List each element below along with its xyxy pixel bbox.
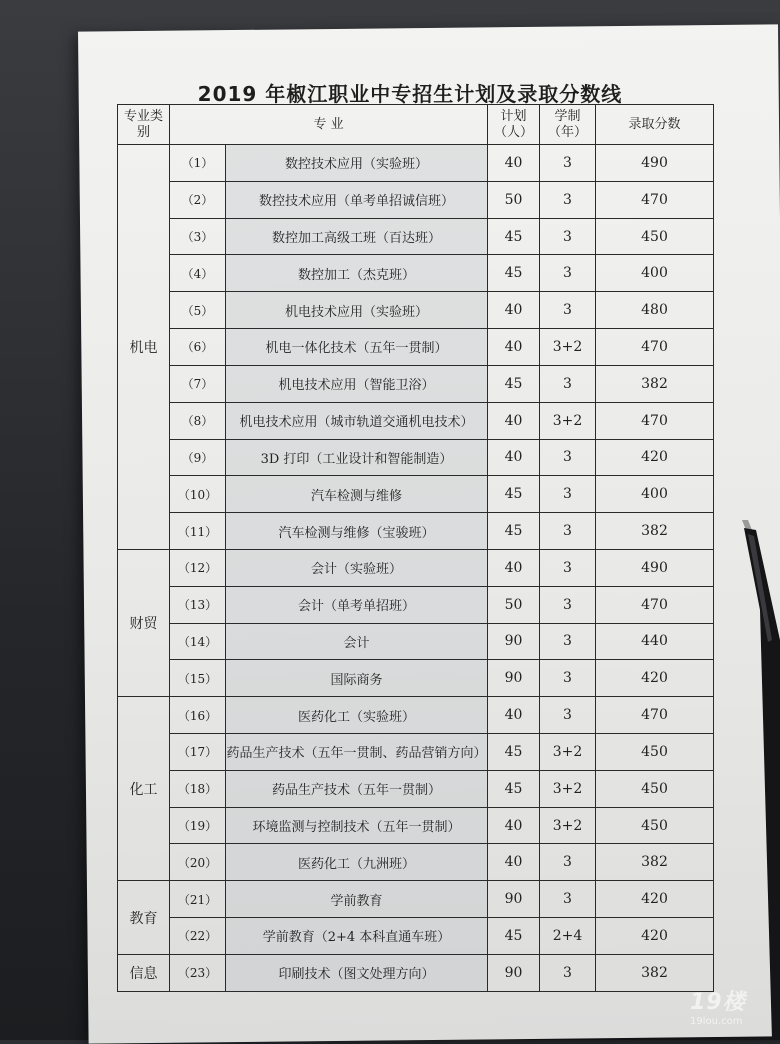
duration-cell: 3+2 <box>540 734 596 771</box>
score-cell: 420 <box>596 660 714 697</box>
table-row <box>118 255 714 292</box>
row-index-cell: （20） <box>170 844 226 881</box>
major-cell: 印刷技术（图文处理方向） <box>226 954 488 991</box>
score-cell: 450 <box>596 807 714 844</box>
duration-cell: 3 <box>540 292 596 329</box>
header-plan: 计划（人） <box>488 105 540 145</box>
row-index-cell: （7） <box>170 365 226 402</box>
duration-cell: 3 <box>540 218 596 255</box>
row-index-cell: （3） <box>170 218 226 255</box>
header-duration: 学制（年） <box>540 105 596 145</box>
major-cell: 药品生产技术（五年一贯制） <box>226 770 488 807</box>
table-row <box>118 918 714 955</box>
watermark-url: 19lou.com <box>690 1016 743 1027</box>
duration-cell: 3 <box>540 255 596 292</box>
duration-cell: 3+2 <box>540 770 596 807</box>
row-index-cell: （21） <box>170 881 226 918</box>
major-cell: 数控技术应用（单考单招诚信班） <box>226 181 488 218</box>
score-cell: 480 <box>596 292 714 329</box>
duration-cell: 3 <box>540 844 596 881</box>
table-row <box>118 292 714 329</box>
watermark-logo: 19楼 <box>690 990 746 1015</box>
row-index-cell: （11） <box>170 513 226 550</box>
major-cell: 数控技术应用（实验班） <box>226 145 488 182</box>
duration-cell: 3 <box>540 549 596 586</box>
major-cell: 机电技术应用（智能卫浴） <box>226 365 488 402</box>
duration-cell: 3 <box>540 586 596 623</box>
plan-cell: 45 <box>488 365 540 402</box>
major-cell: 机电技术应用（城市轨道交通机电技术） <box>226 402 488 439</box>
table-header-row <box>118 105 714 145</box>
major-cell: 机电一体化技术（五年一贯制） <box>226 329 488 366</box>
score-cell: 470 <box>596 697 714 734</box>
major-cell: 学前教育 <box>226 881 488 918</box>
duration-cell: 3 <box>540 660 596 697</box>
major-cell: 汽车检测与维修 <box>226 476 488 513</box>
category-cell: 财贸 <box>118 549 170 696</box>
row-index-cell: （23） <box>170 954 226 991</box>
plan-cell: 40 <box>488 697 540 734</box>
row-index-cell: （15） <box>170 660 226 697</box>
score-cell: 470 <box>596 586 714 623</box>
score-cell: 470 <box>596 181 714 218</box>
score-cell: 470 <box>596 402 714 439</box>
table-row <box>118 549 714 586</box>
row-index-cell: （5） <box>170 292 226 329</box>
duration-cell: 3 <box>540 439 596 476</box>
table-row <box>118 770 714 807</box>
table-row <box>118 513 714 550</box>
duration-cell: 3+2 <box>540 329 596 366</box>
table-row <box>118 881 714 918</box>
table-row <box>118 660 714 697</box>
table-row <box>118 954 714 991</box>
score-cell: 470 <box>596 329 714 366</box>
plan-cell: 45 <box>488 218 540 255</box>
score-cell: 450 <box>596 218 714 255</box>
plan-cell: 40 <box>488 329 540 366</box>
plan-cell: 40 <box>488 292 540 329</box>
table-row <box>118 734 714 771</box>
plan-cell: 90 <box>488 660 540 697</box>
duration-cell: 3 <box>540 881 596 918</box>
duration-cell: 3+2 <box>540 807 596 844</box>
major-cell: 会计（单考单招班） <box>226 586 488 623</box>
major-cell: 环境监测与控制技术（五年一贯制） <box>226 807 488 844</box>
category-cell: 化工 <box>118 697 170 881</box>
header-score: 录取分数 <box>596 105 714 145</box>
document-title: 2019 年椒江职业中专招生计划及录取分数线 <box>197 82 623 106</box>
plan-cell: 50 <box>488 181 540 218</box>
major-cell: 数控加工高级工班（百达班） <box>226 218 488 255</box>
score-cell: 490 <box>596 145 714 182</box>
duration-cell: 2+4 <box>540 918 596 955</box>
category-cell: 信息 <box>118 954 170 991</box>
duration-cell: 3 <box>540 181 596 218</box>
table-row <box>118 807 714 844</box>
major-cell: 3D 打印（工业设计和智能制造） <box>226 439 488 476</box>
plan-cell: 90 <box>488 954 540 991</box>
plan-cell: 45 <box>488 918 540 955</box>
row-index-cell: （16） <box>170 697 226 734</box>
row-index-cell: （13） <box>170 586 226 623</box>
score-cell: 382 <box>596 365 714 402</box>
row-index-cell: （2） <box>170 181 226 218</box>
table-row <box>118 218 714 255</box>
duration-cell: 3 <box>540 623 596 660</box>
row-index-cell: （6） <box>170 329 226 366</box>
duration-cell: 3 <box>540 954 596 991</box>
category-cell: 教育 <box>118 881 170 955</box>
category-cell: 机电 <box>118 145 170 550</box>
table-row <box>118 145 714 182</box>
site-watermark <box>690 985 770 1031</box>
plan-cell: 45 <box>488 476 540 513</box>
plan-cell: 90 <box>488 881 540 918</box>
major-cell: 医药化工（九洲班） <box>226 844 488 881</box>
table-row <box>118 365 714 402</box>
score-cell: 440 <box>596 623 714 660</box>
major-cell: 药品生产技术（五年一贯制、药品营销方向） <box>226 734 488 771</box>
row-index-cell: （12） <box>170 549 226 586</box>
plan-cell: 50 <box>488 586 540 623</box>
score-cell: 400 <box>596 255 714 292</box>
major-cell: 汽车检测与维修（宝骏班） <box>226 513 488 550</box>
header-category: 专业类别 <box>118 105 170 145</box>
plan-cell: 40 <box>488 145 540 182</box>
score-cell: 450 <box>596 734 714 771</box>
table-row <box>118 329 714 366</box>
plan-cell: 40 <box>488 549 540 586</box>
major-cell: 会计（实验班） <box>226 549 488 586</box>
duration-cell: 3 <box>540 513 596 550</box>
score-cell: 420 <box>596 881 714 918</box>
enrollment-table <box>117 104 714 992</box>
table-body <box>118 145 714 992</box>
table-row <box>118 623 714 660</box>
major-cell: 学前教育（2+4 本科直通车班） <box>226 918 488 955</box>
plan-cell: 45 <box>488 770 540 807</box>
row-index-cell: （18） <box>170 770 226 807</box>
row-index-cell: （17） <box>170 734 226 771</box>
row-index-cell: （8） <box>170 402 226 439</box>
plan-cell: 45 <box>488 255 540 292</box>
score-cell: 382 <box>596 954 714 991</box>
major-cell: 数控加工（杰克班） <box>226 255 488 292</box>
plan-cell: 45 <box>488 513 540 550</box>
header-major: 专 业 <box>170 105 488 145</box>
table-row <box>118 697 714 734</box>
table-row <box>118 844 714 881</box>
pen <box>742 520 780 1040</box>
table-row <box>118 476 714 513</box>
score-cell: 490 <box>596 549 714 586</box>
score-cell: 400 <box>596 476 714 513</box>
duration-cell: 3 <box>540 365 596 402</box>
row-index-cell: （22） <box>170 918 226 955</box>
major-cell: 国际商务 <box>226 660 488 697</box>
row-index-cell: （9） <box>170 439 226 476</box>
duration-cell: 3 <box>540 697 596 734</box>
plan-cell: 90 <box>488 623 540 660</box>
table-row <box>118 402 714 439</box>
score-cell: 420 <box>596 439 714 476</box>
plan-cell: 40 <box>488 844 540 881</box>
row-index-cell: （1） <box>170 145 226 182</box>
major-cell: 医药化工（实验班） <box>226 697 488 734</box>
table-row <box>118 439 714 476</box>
table-row <box>118 586 714 623</box>
duration-cell: 3+2 <box>540 402 596 439</box>
score-cell: 420 <box>596 918 714 955</box>
score-cell: 382 <box>596 844 714 881</box>
plan-cell: 40 <box>488 807 540 844</box>
duration-cell: 3 <box>540 476 596 513</box>
major-cell: 会计 <box>226 623 488 660</box>
plan-cell: 40 <box>488 402 540 439</box>
plan-cell: 40 <box>488 439 540 476</box>
row-index-cell: （19） <box>170 807 226 844</box>
duration-cell: 3 <box>540 145 596 182</box>
row-index-cell: （14） <box>170 623 226 660</box>
row-index-cell: （10） <box>170 476 226 513</box>
table-row <box>118 181 714 218</box>
major-cell: 机电技术应用（实验班） <box>226 292 488 329</box>
plan-cell: 45 <box>488 734 540 771</box>
score-cell: 382 <box>596 513 714 550</box>
score-cell: 450 <box>596 770 714 807</box>
row-index-cell: （4） <box>170 255 226 292</box>
